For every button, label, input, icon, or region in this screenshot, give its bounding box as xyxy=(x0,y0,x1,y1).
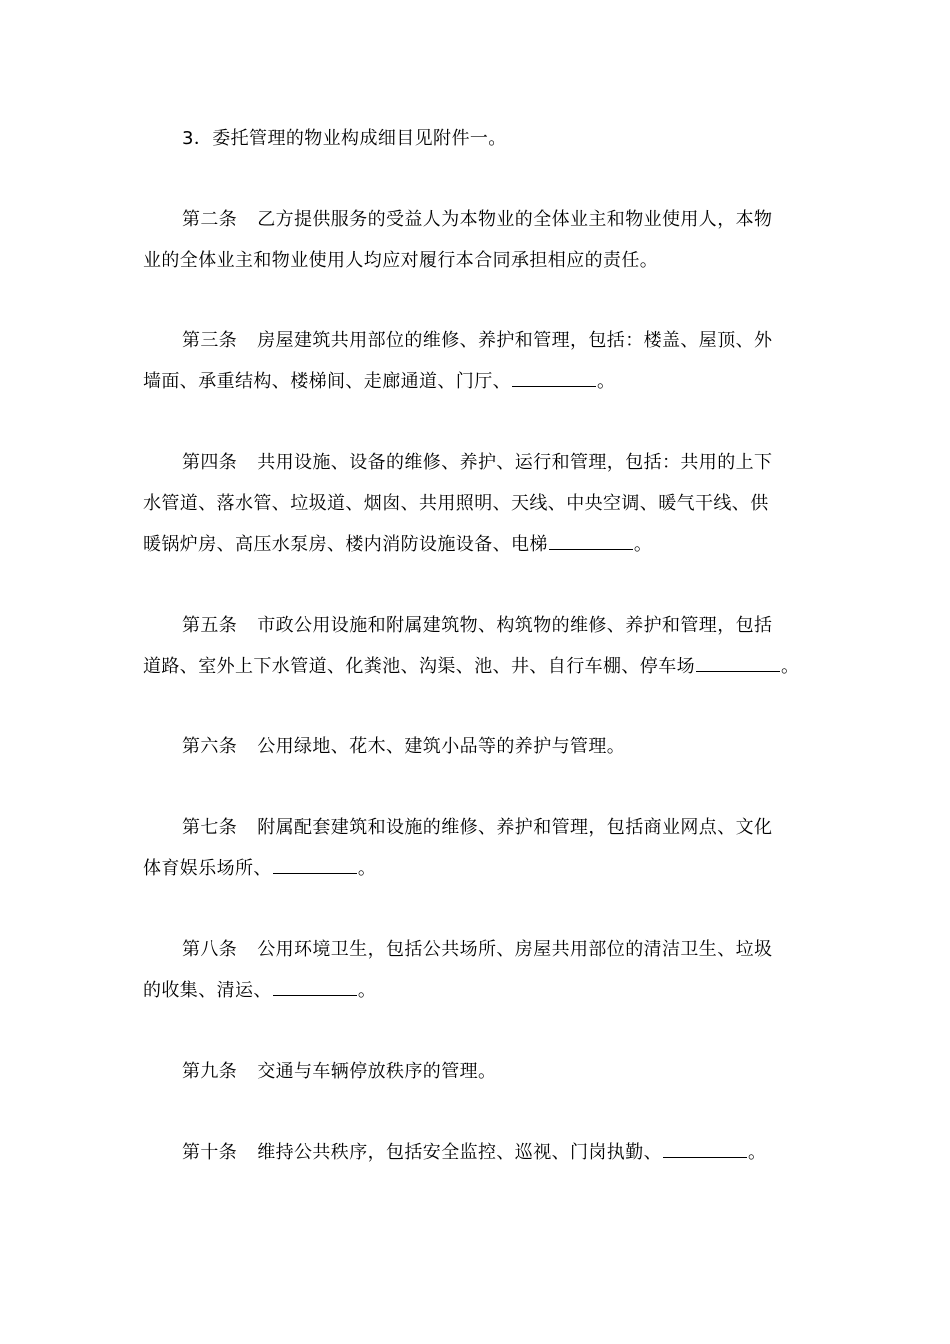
article-text: 乙方提供服务的受益人为本物业的全体业主和物业使用人，本物 xyxy=(257,209,773,230)
article-number: 第十条 xyxy=(182,1142,238,1163)
paragraph-line xyxy=(143,605,823,646)
article-number: 第二条 xyxy=(182,209,238,230)
article-number: 第九条 xyxy=(182,1061,238,1082)
article-text: 交通与车辆停放秩序的管理。 xyxy=(257,1061,497,1082)
article-number: 第七条 xyxy=(182,817,238,838)
fill-in-blank[interactable] xyxy=(549,527,633,550)
article-text: 。 xyxy=(357,980,377,1001)
article-text: 道路、室外上下水管道、化粪池、沟渠、池、井、自行车棚、停车场 xyxy=(143,656,695,677)
fill-in-blank[interactable] xyxy=(273,851,357,874)
article-text: 附属配套建筑和设施的维修、养护和管理，包括商业网点、文化 xyxy=(257,817,773,838)
article-text: 公用绿地、花木、建筑小品等的养护与管理。 xyxy=(257,736,626,757)
article-text: 共用设施、设备的维修、养护、运行和管理，包括：共用的上下 xyxy=(257,452,773,473)
fill-in-blank[interactable] xyxy=(663,1135,747,1158)
article-text: 房屋建筑共用部位的维修、养护和管理，包括：楼盖、屋顶、外 xyxy=(257,330,773,351)
fill-in-blank[interactable] xyxy=(512,364,596,387)
article-text: 体育娱乐场所、 xyxy=(143,858,272,879)
article-number: 第三条 xyxy=(182,330,238,351)
paragraph-line xyxy=(143,929,823,970)
article-text: 。 xyxy=(357,858,377,879)
article-text: 墙面、承重结构、楼梯间、走廊通道、门厅、 xyxy=(143,371,511,392)
article-6 xyxy=(143,726,823,767)
article-10 xyxy=(143,1132,823,1173)
article-text: 。 xyxy=(633,534,653,555)
article-text: 市政公用设施和附属建筑物、构筑物的维修、养护和管理，包括 xyxy=(257,615,773,636)
article-number: 第五条 xyxy=(182,615,238,636)
article-3 xyxy=(143,320,823,402)
paragraph-line: 业的全体业主和物业使用人均应对履行本合同承担相应的责任。 xyxy=(143,250,659,271)
paragraph-line xyxy=(143,199,823,240)
paragraph-line xyxy=(143,361,823,402)
article-text: 暖锅炉房、高压水泵房、楼内消防设施设备、电梯 xyxy=(143,534,548,555)
article-number: 第四条 xyxy=(182,452,238,473)
article-number: 第六条 xyxy=(182,736,238,757)
paragraph-line: 3．委托管理的物业构成细目见附件一。 xyxy=(182,128,507,149)
article-2 xyxy=(143,199,823,281)
paragraph-line: 水管道、落水管、垃圾道、烟囱、共用照明、天线、中央空调、暖气干线、供 xyxy=(143,493,769,514)
paragraph-line xyxy=(143,1051,823,1092)
paragraph-line xyxy=(143,1132,823,1173)
paragraph-line xyxy=(143,726,823,767)
article-text: 的收集、清运、 xyxy=(143,980,272,1001)
article-5 xyxy=(143,605,823,687)
paragraph-line xyxy=(143,442,823,483)
fill-in-blank[interactable] xyxy=(696,649,780,672)
article-text: 维持公共秩序，包括安全监控、巡视、门岗执勤、 xyxy=(257,1142,663,1163)
article-text: 。 xyxy=(748,1142,767,1163)
fill-in-blank[interactable] xyxy=(273,973,357,996)
paragraph-line xyxy=(143,646,823,687)
article-text: 。 xyxy=(781,656,800,677)
article-4 xyxy=(143,442,823,565)
paragraph-line xyxy=(143,320,823,361)
article-9 xyxy=(143,1051,823,1092)
article-text: 。 xyxy=(597,371,616,392)
article-text: 公用环境卫生，包括公共场所、房屋共用部位的清洁卫生、垃圾 xyxy=(257,939,773,960)
paragraph-line xyxy=(143,970,823,1011)
paragraph-line xyxy=(143,807,823,848)
article-7 xyxy=(143,807,823,889)
paragraph-annex-note xyxy=(143,118,823,159)
paragraph-line xyxy=(143,524,823,565)
article-8 xyxy=(143,929,823,1011)
paragraph-line xyxy=(143,848,823,889)
article-number: 第八条 xyxy=(182,939,238,960)
